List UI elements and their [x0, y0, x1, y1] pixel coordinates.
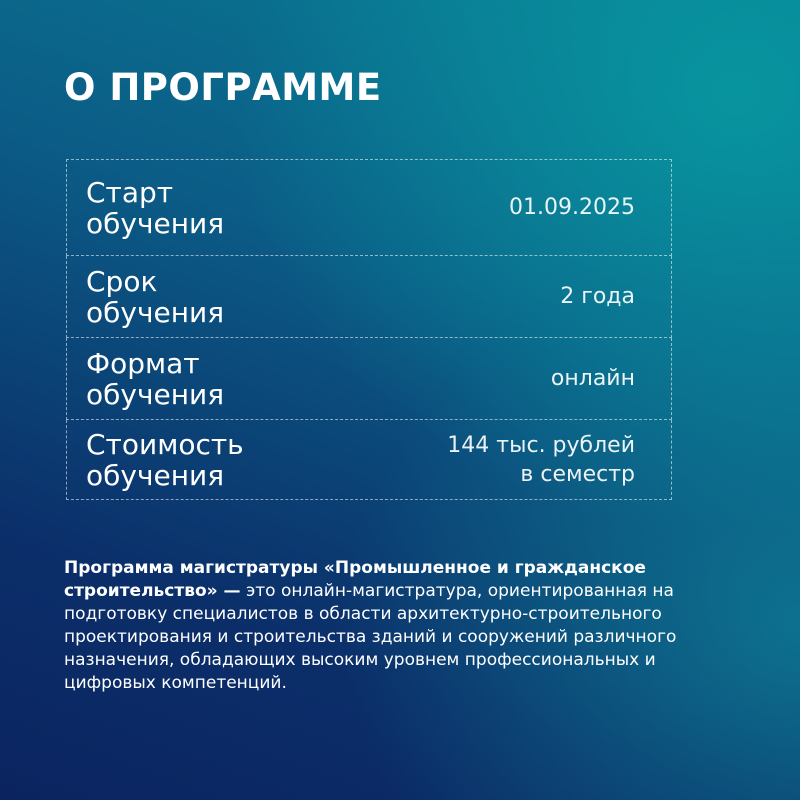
description-bold: Программа магистратуры «Промышленное и гражданское строительство» —	[64, 558, 646, 601]
row-label-duration: Срок обучения	[86, 264, 225, 329]
table-row-duration	[66, 256, 672, 338]
table-row-format	[66, 338, 672, 420]
row-label-format: Формат обучения	[86, 346, 225, 411]
page-title: О ПРОГРАММЕ	[64, 66, 382, 109]
row-value-cost: 144 тыс. рублей в семестр	[447, 432, 635, 487]
program-info-table	[66, 159, 672, 500]
table-row-cost	[66, 420, 672, 500]
row-value-start: 01.09.2025	[509, 195, 635, 220]
row-label-start: Старт обучения	[86, 175, 225, 240]
program-description	[64, 557, 744, 695]
row-value-format: онлайн	[550, 366, 635, 391]
description-text: это онлайн-магистратура, ориентированная на подготовку специалистов в области архитектурно-строительного проектирования и строительства зданий и сооружений различного назначения, обладающих высоким уровнем профессиональных и цифровых компетенций.	[64, 581, 677, 693]
table-row-start	[66, 159, 672, 256]
row-label-cost: Стоимость обучения	[86, 427, 244, 492]
row-value-duration: 2 года	[560, 284, 635, 309]
